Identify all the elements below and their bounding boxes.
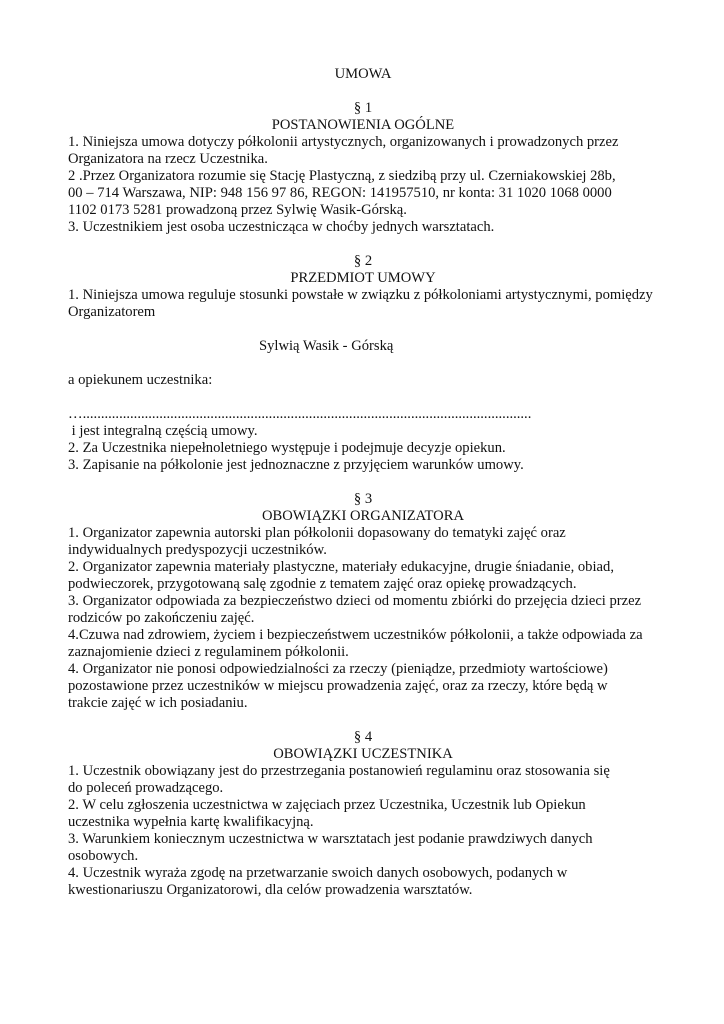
paragraph-line: Organizatora na rzecz Uczestnika. (68, 151, 268, 167)
paragraph-line: 2. W celu zgłoszenia uczestnictwa w zajęciach przez Uczestnika, Uczestnik lub Opiekun (68, 797, 586, 813)
section-heading: OBOWIĄZKI ORGANIZATORA (262, 508, 464, 524)
section-1 (68, 100, 658, 236)
paragraph-line: osobowych. (68, 848, 139, 864)
section-4 (68, 729, 658, 899)
section-3 (68, 491, 658, 712)
paragraph-line: zaznajomienie dzieci z regulaminem półkolonii. (68, 644, 349, 660)
paragraph-line: 4. Organizator nie ponosi odpowiedzialności za rzeczy (pieniądze, przedmioty wartościowe) (68, 661, 608, 677)
paragraph-line: 2. Za Uczestnika niepełnoletniego występuje i podejmuje decyzje opiekun. (68, 440, 506, 456)
section-number: § 1 (353, 100, 373, 116)
paragraph-line: 4. Uczestnik wyraża zgodę na przetwarzanie swoich danych osobowych, podanych w (68, 865, 568, 881)
section-number: § 3 (353, 491, 373, 507)
paragraph-line: do poleceń prowadzącego. (68, 780, 224, 796)
paragraph-line: 3. Zapisanie na półkolonie jest jednoznaczne z przyjęciem warunków umowy. (68, 457, 524, 473)
section-2 (68, 253, 658, 474)
guardian-blank-field: …........................................................................................................................... (68, 406, 532, 422)
paragraph-line: i jest integralną częścią umowy. (68, 423, 258, 439)
section-number: § 4 (353, 729, 373, 745)
guardian-label: a opiekunem uczestnika: (68, 372, 213, 388)
paragraph-line: indywidualnych predyspozycji uczestników. (68, 542, 327, 558)
section-heading: OBOWIĄZKI UCZESTNIKA (273, 746, 453, 762)
paragraph-line: trakcie zajęć w ich posiadaniu. (68, 695, 248, 711)
paragraph-line: uczestnika wypełnia kartę kwalifikacyjną. (68, 814, 314, 830)
paragraph-line: podwieczorek, przygotowaną salę zgodnie z tematem zajęć oraz opiekę prowadzących. (68, 576, 577, 592)
paragraph-line: 4.Czuwa nad zdrowiem, życiem i bezpieczeństwem uczestników półkolonii, a także odpowiada za (68, 627, 643, 643)
paragraph-line: 2. Organizator zapewnia materiały plastyczne, materiały edukacyjne, drugie śniadanie, obiad, (68, 559, 614, 575)
paragraph-line: 1. Niniejsza umowa reguluje stosunki powstałe w związku z półkoloniami artystycznymi, pomiędzy (68, 287, 653, 303)
paragraph-line: Organizatorem (68, 304, 156, 320)
paragraph-line: 1. Niniejsza umowa dotyczy półkolonii artystycznych, organizowanych i prowadzonych przez (68, 134, 619, 150)
section-heading: POSTANOWIENIA OGÓLNE (271, 117, 455, 133)
paragraph-line: 00 – 714 Warszawa, NIP: 948 156 97 86, REGON: 141957510, nr konta: 31 1020 1068 0000 (68, 185, 612, 201)
document-title: UMOWA (334, 66, 392, 82)
paragraph-line: rodziców po zakończeniu zajęć. (68, 610, 255, 626)
paragraph-line: 3. Organizator odpowiada za bezpieczeństwo dzieci od momentu zbiórki do przejęcia dzieci przez (68, 593, 642, 609)
organizer-party-name: Sylwią Wasik - Górską (259, 338, 394, 354)
paragraph-line: kwestionariuszu Organizatorowi, dla celów prowadzenia warsztatów. (68, 882, 473, 898)
paragraph-line: pozostawione przez uczestników w miejscu prowadzenia zajęć, oraz za rzeczy, które będą w (68, 678, 608, 694)
paragraph-line: 2 .Przez Organizatora rozumie się Stację Plastyczną, z siedzibą przy ul. Czerniakowskiej 28b, (68, 168, 616, 184)
section-heading: PRZEDMIOT UMOWY (290, 270, 436, 286)
paragraph-line: 3. Warunkiem koniecznym uczestnictwa w warsztatach jest podanie prawdziwych danych (68, 831, 593, 847)
paragraph-line: 1. Uczestnik obowiązany jest do przestrzegania postanowień regulaminu oraz stosowania się (68, 763, 610, 779)
document-page (68, 66, 658, 899)
paragraph-line: 1102 0173 5281 prowadzoną przez Sylwię Wasik-Górską. (68, 202, 407, 218)
paragraph-line: 3. Uczestnikiem jest osoba uczestnicząca w choćby jednych warsztatach. (68, 219, 495, 235)
paragraph-line: 1. Organizator zapewnia autorski plan półkolonii dopasowany do tematyki zajęć oraz (68, 525, 566, 541)
section-number: § 2 (353, 253, 373, 269)
